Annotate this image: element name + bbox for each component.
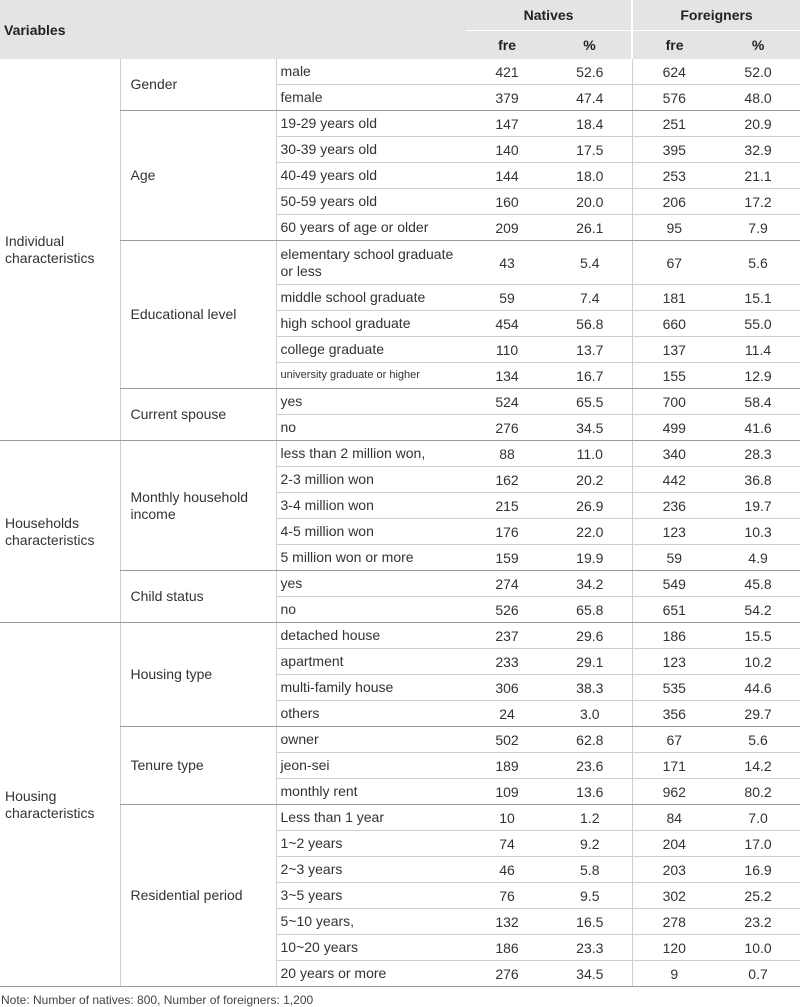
natives-pct-cell: 22.0: [548, 519, 632, 545]
foreigners-fre-cell: 624: [632, 59, 716, 85]
foreigners-fre-cell: 395: [632, 137, 716, 163]
table-row: [0, 389, 800, 415]
item-label: 3~5 years: [276, 883, 466, 909]
foreigners-fre-cell: 67: [632, 727, 716, 753]
natives-fre-cell: 209: [466, 215, 548, 241]
natives-fre-cell: 237: [466, 623, 548, 649]
foreigners-fre-cell: 181: [632, 285, 716, 311]
foreigners-fre-cell: 251: [632, 111, 716, 137]
foreigners-fre-cell: 67: [632, 241, 716, 285]
natives-pct-cell: 29.6: [548, 623, 632, 649]
table-row: [0, 805, 800, 831]
natives-pct-cell: 26.9: [548, 493, 632, 519]
foreigners-fre-cell: 253: [632, 163, 716, 189]
foreigners-fre-cell: 204: [632, 831, 716, 857]
natives-pct-cell: 26.1: [548, 215, 632, 241]
foreigners-pct-cell: 25.2: [716, 883, 800, 909]
item-label: 4-5 million won: [276, 519, 466, 545]
natives-fre-cell: 10: [466, 805, 548, 831]
variable-label: Educational level: [120, 241, 276, 389]
natives-fre-header: fre: [466, 31, 548, 60]
item-label: monthly rent: [276, 779, 466, 805]
foreigners-pct-cell: 55.0: [716, 311, 800, 337]
variable-label: Residential period: [120, 805, 276, 987]
natives-fre-cell: 74: [466, 831, 548, 857]
natives-fre-cell: 162: [466, 467, 548, 493]
table-row: [0, 111, 800, 137]
foreigners-pct-cell: 15.1: [716, 285, 800, 311]
natives-fre-cell: 43: [466, 241, 548, 285]
foreigners-pct-cell: 80.2: [716, 779, 800, 805]
table-row: [0, 571, 800, 597]
natives-pct-cell: 17.5: [548, 137, 632, 163]
natives-fre-cell: 276: [466, 415, 548, 441]
natives-pct-cell: 18.0: [548, 163, 632, 189]
foreigners-pct-cell: 29.7: [716, 701, 800, 727]
natives-header: Natives: [466, 0, 632, 31]
item-label: jeon-sei: [276, 753, 466, 779]
foreigners-fre-cell: 137: [632, 337, 716, 363]
foreigners-pct-cell: 41.6: [716, 415, 800, 441]
foreigners-pct-cell: 12.9: [716, 363, 800, 389]
natives-pct-cell: 47.4: [548, 85, 632, 111]
item-label: 60 years of age or older: [276, 215, 466, 241]
foreigners-fre-cell: 549: [632, 571, 716, 597]
table-row: [0, 59, 800, 85]
item-label: apartment: [276, 649, 466, 675]
category-label: Individual characteristics: [0, 59, 120, 441]
natives-fre-cell: 46: [466, 857, 548, 883]
natives-pct-cell: 9.5: [548, 883, 632, 909]
natives-fre-cell: 502: [466, 727, 548, 753]
natives-fre-cell: 88: [466, 441, 548, 467]
natives-pct-cell: 23.6: [548, 753, 632, 779]
item-label: less than 2 million won,: [276, 441, 466, 467]
foreigners-fre-cell: 442: [632, 467, 716, 493]
natives-fre-cell: 189: [466, 753, 548, 779]
item-label: yes: [276, 389, 466, 415]
foreigners-pct-cell: 14.2: [716, 753, 800, 779]
natives-pct-cell: 5.4: [548, 241, 632, 285]
foreigners-fre-cell: 9: [632, 961, 716, 987]
item-label: 20 years or more: [276, 961, 466, 987]
foreigners-pct-cell: 44.6: [716, 675, 800, 701]
foreigners-pct-cell: 16.9: [716, 857, 800, 883]
natives-fre-cell: 526: [466, 597, 548, 623]
foreigners-pct-cell: 4.9: [716, 545, 800, 571]
natives-pct-cell: 7.4: [548, 285, 632, 311]
natives-pct-header: %: [548, 31, 632, 60]
foreigners-pct-cell: 32.9: [716, 137, 800, 163]
foreigners-fre-cell: 499: [632, 415, 716, 441]
item-label: no: [276, 415, 466, 441]
foreigners-pct-cell: 23.2: [716, 909, 800, 935]
foreigners-pct-cell: 58.4: [716, 389, 800, 415]
natives-fre-cell: 524: [466, 389, 548, 415]
foreigners-fre-cell: 123: [632, 649, 716, 675]
table-note: Note: Number of natives: 800, Number of foreigners: 1,200: [1, 993, 314, 1007]
natives-fre-cell: 144: [466, 163, 548, 189]
natives-fre-cell: 379: [466, 85, 548, 111]
foreigners-pct-cell: 5.6: [716, 727, 800, 753]
natives-pct-cell: 34.5: [548, 961, 632, 987]
foreigners-fre-cell: 651: [632, 597, 716, 623]
foreigners-pct-cell: 19.7: [716, 493, 800, 519]
natives-fre-cell: 76: [466, 883, 548, 909]
natives-pct-cell: 34.5: [548, 415, 632, 441]
item-label: no: [276, 597, 466, 623]
natives-pct-cell: 9.2: [548, 831, 632, 857]
table-row: [0, 241, 800, 285]
item-label: others: [276, 701, 466, 727]
foreigners-pct-cell: 5.6: [716, 241, 800, 285]
variable-label: Monthly household income: [120, 441, 276, 571]
foreigners-fre-cell: 186: [632, 623, 716, 649]
foreigners-fre-cell: 278: [632, 909, 716, 935]
item-label: detached house: [276, 623, 466, 649]
item-label: middle school graduate: [276, 285, 466, 311]
item-label: male: [276, 59, 466, 85]
natives-pct-cell: 62.8: [548, 727, 632, 753]
item-label: 2~3 years: [276, 857, 466, 883]
table-row: [0, 623, 800, 649]
natives-pct-cell: 16.7: [548, 363, 632, 389]
natives-pct-cell: 5.8: [548, 857, 632, 883]
foreigners-fre-cell: 84: [632, 805, 716, 831]
natives-fre-cell: 176: [466, 519, 548, 545]
variable-label: Housing type: [120, 623, 276, 727]
foreigners-pct-header: %: [716, 31, 800, 60]
natives-pct-cell: 13.6: [548, 779, 632, 805]
foreigners-pct-cell: 20.9: [716, 111, 800, 137]
foreigners-fre-cell: 356: [632, 701, 716, 727]
foreigners-pct-cell: 10.2: [716, 649, 800, 675]
natives-pct-cell: 23.3: [548, 935, 632, 961]
natives-pct-cell: 29.1: [548, 649, 632, 675]
foreigners-pct-cell: 0.7: [716, 961, 800, 987]
item-label: 2-3 million won: [276, 467, 466, 493]
variables-header: Variables: [0, 0, 466, 59]
foreigners-pct-cell: 17.2: [716, 189, 800, 215]
variable-label: Current spouse: [120, 389, 276, 441]
item-label: 30-39 years old: [276, 137, 466, 163]
foreigners-fre-cell: 962: [632, 779, 716, 805]
foreigners-pct-cell: 52.0: [716, 59, 800, 85]
item-label: 19-29 years old: [276, 111, 466, 137]
natives-fre-cell: 159: [466, 545, 548, 571]
natives-pct-cell: 1.2: [548, 805, 632, 831]
foreigners-fre-cell: 340: [632, 441, 716, 467]
foreigners-fre-cell: 236: [632, 493, 716, 519]
item-label: elementary school graduate or less: [276, 241, 466, 285]
foreigners-fre-cell: 203: [632, 857, 716, 883]
natives-pct-cell: 38.3: [548, 675, 632, 701]
natives-pct-cell: 34.2: [548, 571, 632, 597]
natives-fre-cell: 276: [466, 961, 548, 987]
foreigners-pct-cell: 17.0: [716, 831, 800, 857]
natives-fre-cell: 132: [466, 909, 548, 935]
natives-pct-cell: 3.0: [548, 701, 632, 727]
foreigners-pct-cell: 54.2: [716, 597, 800, 623]
foreigners-fre-cell: 123: [632, 519, 716, 545]
foreigners-fre-cell: 700: [632, 389, 716, 415]
foreigners-header: Foreigners: [632, 0, 800, 31]
foreigners-pct-cell: 15.5: [716, 623, 800, 649]
natives-fre-cell: 140: [466, 137, 548, 163]
foreigners-fre-cell: 206: [632, 189, 716, 215]
foreigners-fre-cell: 120: [632, 935, 716, 961]
item-label: female: [276, 85, 466, 111]
natives-fre-cell: 24: [466, 701, 548, 727]
item-label: owner: [276, 727, 466, 753]
variable-label: Tenure type: [120, 727, 276, 805]
foreigners-fre-cell: 535: [632, 675, 716, 701]
foreigners-pct-cell: 21.1: [716, 163, 800, 189]
natives-pct-cell: 52.6: [548, 59, 632, 85]
natives-pct-cell: 11.0: [548, 441, 632, 467]
category-label: Households characteristics: [0, 441, 120, 623]
category-label: Housing characteristics: [0, 623, 120, 987]
item-label: 3-4 million won: [276, 493, 466, 519]
item-label: 50-59 years old: [276, 189, 466, 215]
natives-fre-cell: 233: [466, 649, 548, 675]
natives-pct-cell: 56.8: [548, 311, 632, 337]
foreigners-pct-cell: 10.3: [716, 519, 800, 545]
foreigners-pct-cell: 10.0: [716, 935, 800, 961]
variable-label: Age: [120, 111, 276, 241]
natives-fre-cell: 274: [466, 571, 548, 597]
item-label: high school graduate: [276, 311, 466, 337]
foreigners-fre-cell: 155: [632, 363, 716, 389]
table-row: [0, 727, 800, 753]
variable-label: Child status: [120, 571, 276, 623]
item-label: multi-family house: [276, 675, 466, 701]
natives-fre-cell: 147: [466, 111, 548, 137]
natives-fre-cell: 109: [466, 779, 548, 805]
variable-label: Gender: [120, 59, 276, 111]
foreigners-fre-cell: 302: [632, 883, 716, 909]
natives-pct-cell: 65.8: [548, 597, 632, 623]
item-label: Less than 1 year: [276, 805, 466, 831]
item-label: university graduate or higher: [276, 363, 466, 389]
natives-pct-cell: 18.4: [548, 111, 632, 137]
foreigners-fre-header: fre: [632, 31, 716, 60]
natives-pct-cell: 13.7: [548, 337, 632, 363]
natives-pct-cell: 65.5: [548, 389, 632, 415]
foreigners-pct-cell: 7.9: [716, 215, 800, 241]
natives-pct-cell: 19.9: [548, 545, 632, 571]
table-row: [0, 441, 800, 467]
item-label: 1~2 years: [276, 831, 466, 857]
natives-fre-cell: 215: [466, 493, 548, 519]
foreigners-pct-cell: 36.8: [716, 467, 800, 493]
natives-fre-cell: 306: [466, 675, 548, 701]
natives-fre-cell: 421: [466, 59, 548, 85]
foreigners-fre-cell: 59: [632, 545, 716, 571]
natives-fre-cell: 454: [466, 311, 548, 337]
natives-fre-cell: 160: [466, 189, 548, 215]
item-label: 10~20 years: [276, 935, 466, 961]
natives-fre-cell: 186: [466, 935, 548, 961]
natives-fre-cell: 59: [466, 285, 548, 311]
foreigners-pct-cell: 7.0: [716, 805, 800, 831]
item-label: college graduate: [276, 337, 466, 363]
natives-fre-cell: 134: [466, 363, 548, 389]
item-label: 5 million won or more: [276, 545, 466, 571]
natives-pct-cell: 20.2: [548, 467, 632, 493]
foreigners-pct-cell: 45.8: [716, 571, 800, 597]
item-label: 40-49 years old: [276, 163, 466, 189]
item-label: 5~10 years,: [276, 909, 466, 935]
foreigners-fre-cell: 660: [632, 311, 716, 337]
foreigners-pct-cell: 28.3: [716, 441, 800, 467]
natives-pct-cell: 16.5: [548, 909, 632, 935]
foreigners-pct-cell: 48.0: [716, 85, 800, 111]
foreigners-pct-cell: 11.4: [716, 337, 800, 363]
foreigners-fre-cell: 171: [632, 753, 716, 779]
foreigners-fre-cell: 95: [632, 215, 716, 241]
table-body: [0, 59, 800, 987]
natives-fre-cell: 110: [466, 337, 548, 363]
item-label: yes: [276, 571, 466, 597]
foreigners-fre-cell: 576: [632, 85, 716, 111]
natives-pct-cell: 20.0: [548, 189, 632, 215]
